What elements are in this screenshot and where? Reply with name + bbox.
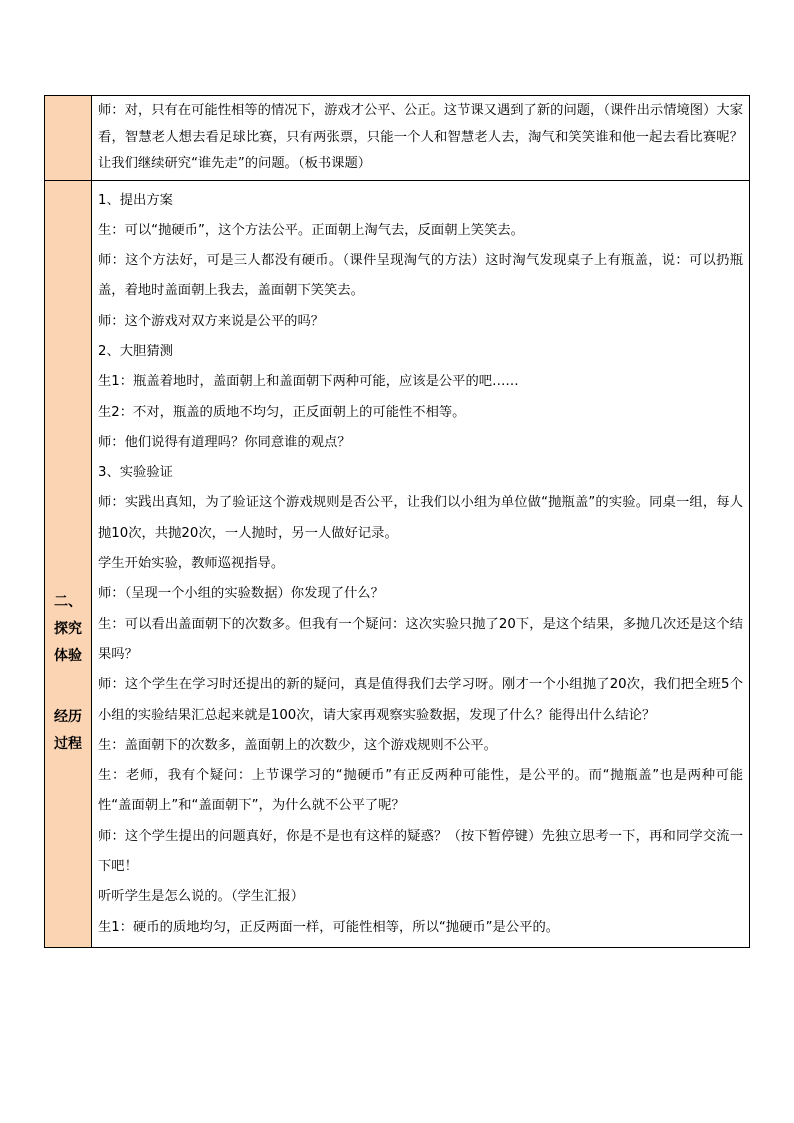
section-label-line: 二、: [54, 593, 82, 610]
paragraph: 生：可以看出盖面朝下的次数多。但我有一个疑问：这次实验只抛了20下，是这个结果，多抛几次还是这个结果吗？: [98, 616, 743, 662]
paragraph: 师：这个方法好，可是三人都没有硬币。（课件呈现淘气的方法）这时淘气发现桌子上有瓶盖，说：可以扔瓶盖，着地时盖面朝上我去，盖面朝下笑笑去。: [98, 253, 743, 299]
table-row-explore: [45, 180, 750, 947]
paragraph: 生1：硬币的质地均匀，正反两面一样，可能性相等，所以“抛硬币”是公平的。: [98, 919, 560, 935]
paragraph: 听听学生是怎么说的。（学生汇报）: [98, 889, 305, 905]
paragraph: 师：实践出真知，为了验证这个游戏规则是否公平，让我们以小组为单位做“抛瓶盖”的实验。同桌一组，每人抛10次，共抛20次，一人抛时，另一人做好记录。: [98, 495, 743, 541]
paragraph: 学生开始实验，教师巡视指导。: [98, 556, 285, 572]
paragraph: 生2：不对，瓶盖的质地不均匀，正反面朝上的可能性不相等。: [98, 404, 466, 420]
paragraph: 师：（呈现一个小组的实验数据）你发现了什么？: [98, 586, 384, 602]
paragraph: 生：老师，我有个疑问：上节课学习的“抛硬币”有正反两种可能性，是公平的。而“抛瓶盖”也是两种可能性“盖面朝上”和“盖面朝下”，为什么就不公平了呢？: [98, 768, 743, 814]
content-cell-explore: [92, 180, 750, 947]
section-label-line: 体验: [54, 647, 82, 664]
paragraph: 生1：瓶盖着地时，盖面朝上和盖面朝下两种可能，应该是公平的吧……: [98, 374, 519, 390]
table-row-intro: [45, 96, 750, 181]
section-label-line: 经历: [54, 708, 82, 725]
paragraph: 生：盖面朝下的次数多，盖面朝上的次数少，这个游戏规则不公平。: [98, 737, 497, 753]
content-cell-intro: [92, 96, 750, 181]
section-label-cell: [45, 180, 92, 947]
paragraph: 师：这个游戏对双方来说是公平的吗？: [98, 313, 325, 329]
paragraph: 师：这个学生在学习时还提出的新的疑问，真是值得我们去学习呀。刚才一个小组抛了20次，我们把全班5个小组的实验结果汇总起来就是100次，请大家再观察实验数据，发现了什么？能得出什么结论？: [98, 677, 743, 723]
paragraph: 生：可以“抛硬币”，这个方法公平。正面朝上淘气去，反面朝上笑笑去。: [98, 222, 524, 238]
paragraph: 3、实验验证: [98, 465, 173, 481]
paragraph: 师：这个学生提出的问题真好，你是不是也有这样的疑惑？（按下暂停键）先独立思考一下，再和同学交流一下吧！: [98, 828, 743, 875]
paragraph: 1、提出方案: [98, 192, 173, 208]
section-label-cell-empty: [45, 96, 92, 181]
section-label-line: 探究: [54, 620, 82, 637]
paragraph: 2、大胆猜测: [98, 343, 173, 359]
section-label: [45, 181, 91, 758]
paragraph: 师：他们说得有道理吗？你同意谁的观点？: [98, 434, 351, 450]
section-label-line: 过程: [54, 735, 82, 752]
paragraph: 师：对，只有在可能性相等的情况下，游戏才公平、公正。这节课又遇到了新的问题，（课件出示情境图）大家看，智慧老人想去看足球比赛，只有两张票，只能一个人和智慧老人去，淘气和笑笑谁和他一起去看比赛呢？让我们继续研究“谁先走”的问题。（板书课题）: [98, 103, 743, 171]
lesson-plan-table: [44, 95, 750, 948]
